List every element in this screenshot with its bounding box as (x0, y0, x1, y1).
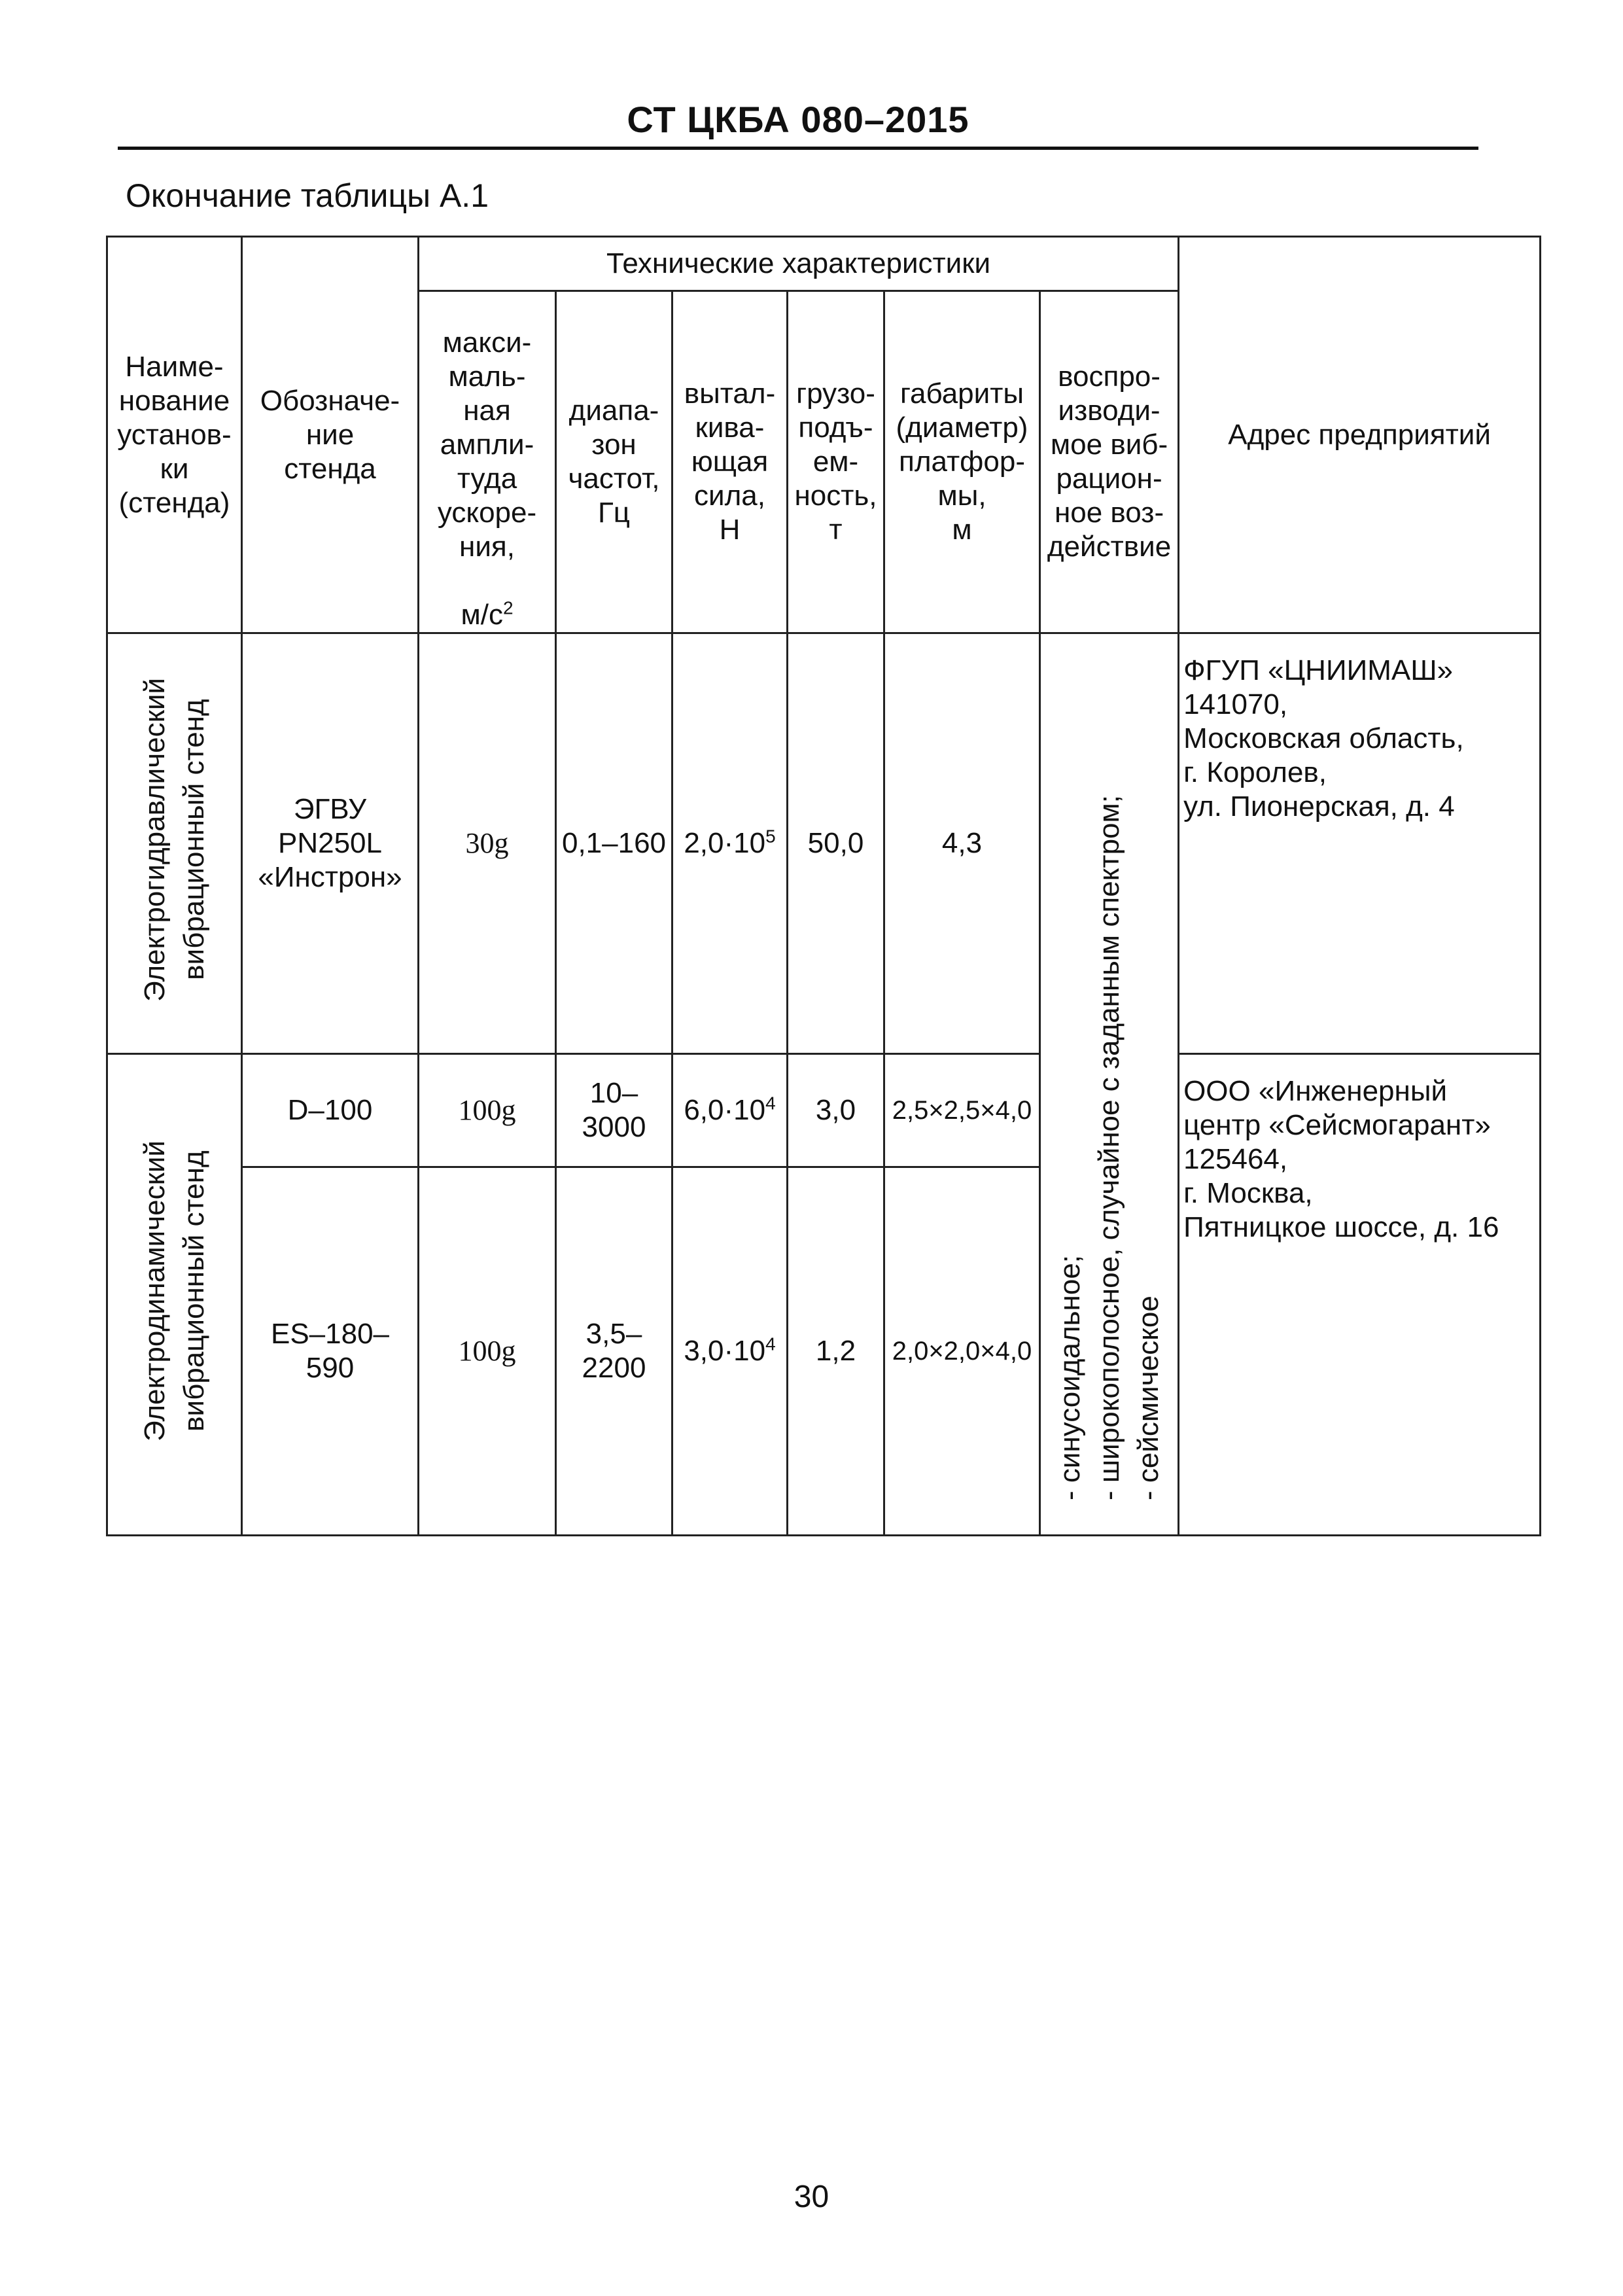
document-code: СТ ЦКБА 080–2015 (627, 99, 969, 140)
header-accel (419, 291, 556, 633)
header-dims: габариты (диаметр) платфор- мы, м (884, 291, 1040, 633)
document-header (118, 98, 1478, 150)
table-row (107, 633, 1541, 1054)
row-a-force-exp: 5 (765, 826, 776, 847)
header-accel-unit: м/с (461, 599, 503, 631)
vibration-types-cell (1040, 633, 1179, 1536)
row-a-dims: 4,3 (884, 633, 1040, 1054)
row-b2-designation: ES–180– 590 (242, 1167, 419, 1536)
row-b2-accel: 100g (419, 1167, 556, 1536)
equipment-table (106, 236, 1541, 1536)
row-b2-force-exp: 4 (765, 1333, 776, 1354)
row-a-name: Электрогидравлический вибрационный стенд (138, 677, 210, 1002)
row-a-accel: 30g (419, 633, 556, 1054)
row-a-freq: 0,1–160 (556, 633, 672, 1054)
row-b1-force-mantissa: 6,0·10 (684, 1094, 766, 1126)
row-a-name-cell (107, 633, 242, 1054)
vibration-types: - синусоидальное; - широкополосное, случайное с заданным спектром; - сейсмическое (1053, 795, 1164, 1500)
header-accel-text: макси- маль- ная ампли- туда ускоре- ния, (437, 327, 537, 563)
header-vibration: воспро- изводи- мое виб- рацион- ное воз- действие (1040, 291, 1179, 633)
table-row (107, 1054, 1541, 1167)
page-number: 30 (794, 2180, 829, 2214)
table-caption: Окончание таблицы А.1 (126, 177, 489, 214)
row-b1-designation: D–100 (242, 1054, 419, 1167)
row-b2-load: 1,2 (788, 1167, 884, 1536)
row-a-force (672, 633, 788, 1054)
header-rule (118, 147, 1478, 150)
row-b-address: ООО «Инженерный центр «Сейсмогарант» 125464, г. Москва, Пятницкое шоссе, д. 16 (1179, 1054, 1541, 1536)
header-force: вытал- кива- ющая сила, Н (672, 291, 788, 633)
row-b1-dims: 2,5×2,5×4,0 (884, 1054, 1040, 1167)
row-b2-freq: 3,5– 2200 (556, 1167, 672, 1536)
header-address: Адрес предприятий (1179, 237, 1541, 633)
row-b1-force-exp: 4 (765, 1093, 776, 1114)
header-tech-group: Технические характеристики (419, 237, 1179, 291)
row-a-load: 50,0 (788, 633, 884, 1054)
header-freq: диапа- зон частот, Гц (556, 291, 672, 633)
row-b1-load: 3,0 (788, 1054, 884, 1167)
header-designation: Обозначе- ние стенда (242, 237, 419, 633)
row-b2-force (672, 1167, 788, 1536)
header-load: грузо- подъ- ем- ность, т (788, 291, 884, 633)
row-b1-accel: 100g (419, 1054, 556, 1167)
row-b-name: Электродинамический вибрационный стенд (138, 1140, 210, 1441)
row-b-name-cell (107, 1054, 242, 1536)
header-name: Наиме- нование установ- ки (стенда) (107, 237, 242, 633)
row-a-force-mantissa: 2,0·10 (684, 827, 766, 859)
header-accel-unit-sup: 2 (502, 597, 514, 618)
row-b2-force-mantissa: 3,0·10 (684, 1335, 766, 1367)
row-b1-force (672, 1054, 788, 1167)
row-a-designation: ЭГВУ PN250L «Инстрон» (242, 633, 419, 1054)
row-b1-freq: 10– 3000 (556, 1054, 672, 1167)
row-a-address: ФГУП «ЦНИИМАШ» 141070, Московская область, г. Королев, ул. Пионерская, д. 4 (1179, 633, 1541, 1054)
row-b2-dims: 2,0×2,0×4,0 (884, 1167, 1040, 1536)
